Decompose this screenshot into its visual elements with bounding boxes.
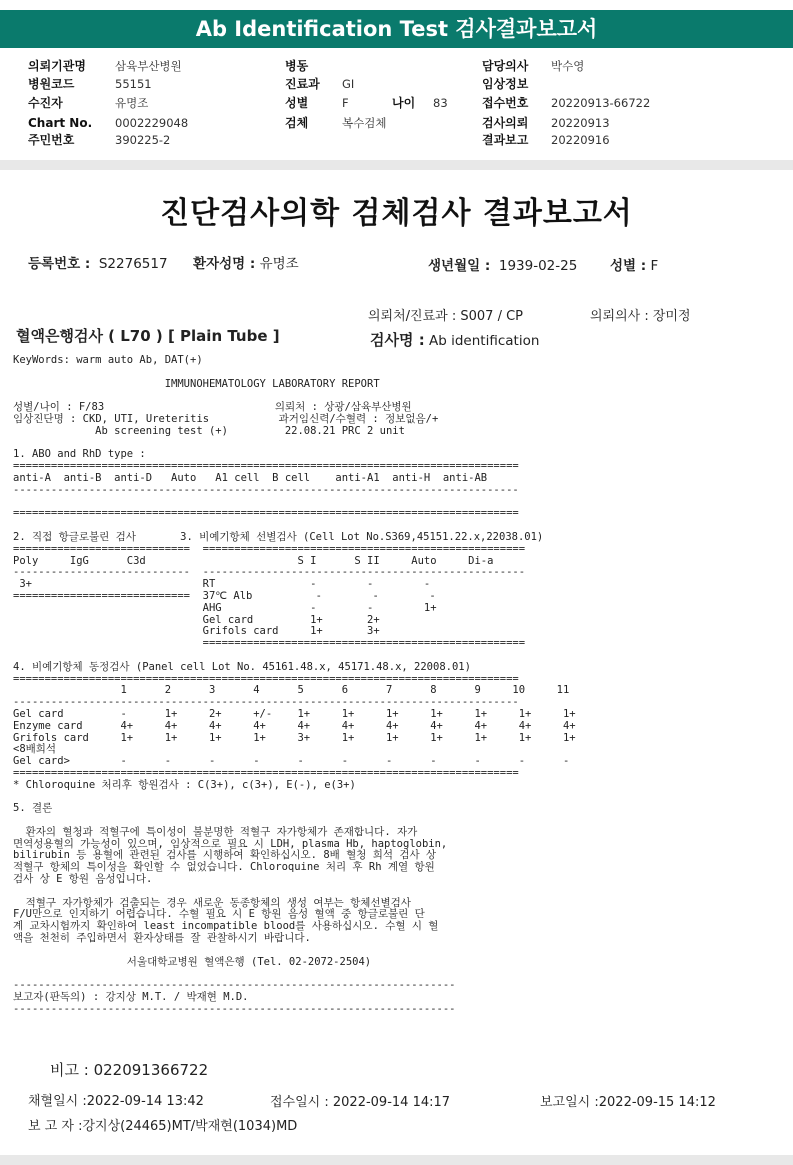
report-line: [13, 945, 576, 957]
header-label: 임상정보: [482, 77, 529, 91]
patient-value: 유명조: [115, 96, 149, 110]
report-line: 서울대학교병원 혈액은행 (Tel. 02-2072-2504): [13, 955, 372, 968]
header-value: [342, 116, 386, 130]
header-row: [482, 77, 528, 91]
sex-value: F: [342, 96, 349, 110]
header-row: [285, 96, 308, 110]
header-label: 수진자: [28, 96, 63, 110]
report-banner: Ab Identification Test 검사결과보고서: [0, 10, 793, 48]
test-name-value: Ab identification: [429, 333, 540, 349]
header-row: [28, 116, 92, 130]
header-value: [551, 96, 650, 110]
report-line: 적혈구 항체의 특이성을 확인할 수 없었습니다. Chloroquine 처리 후 Rh 계열 항원: [13, 861, 435, 874]
header-label: 검체: [285, 116, 309, 130]
report-line: [13, 367, 576, 379]
patient-name: [193, 252, 299, 272]
report-line: F/U만으로 인지하기 어렵습니다. 수혈 필요 시 E 항원 음성 혈액 중 항글로불린 단: [13, 908, 425, 921]
header-row: [28, 133, 74, 147]
report-line: 환자의 혈청과 적혈구에 특이성이 불분명한 적혈구 자가항체가 존재합니다. 자가: [13, 825, 418, 838]
report-line: --------------------------------------------------------------------------------: [13, 483, 519, 496]
header-value: [342, 77, 354, 91]
report-line: ================================================================================: [13, 672, 519, 685]
reported-time: [540, 1091, 716, 1110]
lab-report-text: [13, 355, 576, 1016]
header-value: [342, 96, 349, 110]
received-value: 2022-09-14 14:17: [332, 1095, 451, 1110]
header-row: [285, 59, 308, 73]
header-row: [28, 59, 86, 73]
header-row: [285, 116, 308, 130]
received-time: [270, 1091, 450, 1110]
hospital-code-value: 55151: [115, 77, 152, 91]
collected-label: 채혈일시 :: [28, 1094, 87, 1109]
header-value: [115, 96, 148, 110]
report-line: 성별/나이 : F/83 의뢰처 : 상광/삼육부산병원: [13, 401, 412, 414]
page-title: 진단검사의학 검체검사 결과보고서: [160, 196, 633, 231]
note-value: 022091366722: [93, 1061, 209, 1079]
note: [50, 1059, 208, 1080]
header-row: [482, 59, 528, 73]
report-line: 액을 천천히 주입하면서 환자상태를 잘 관찰하시기 바랍니다.: [13, 932, 311, 945]
report-line: KeyWords: warm auto Ab, DAT(+): [13, 354, 203, 366]
test-name: [370, 329, 539, 350]
test-name-label: 검사명 :: [370, 331, 425, 349]
birth-date: [428, 254, 577, 274]
report-line: ================================================================================: [13, 766, 519, 779]
header-row: [285, 77, 320, 91]
header-label: 성별: [285, 96, 309, 110]
header-value: [551, 116, 610, 130]
report-line: 계 교차시험까지 확인하여 least incompatible blood를 사용하십시오. 수혈 시 혈: [13, 920, 439, 933]
report-line: bilirubin 등 용혈에 관련된 검사를 시행하여 확인하십시오. 8배 혈청 희석 검사 상: [13, 849, 437, 862]
reported-label: 보고일시 :: [540, 1095, 599, 1110]
header-label: 결과보고: [482, 133, 529, 147]
department-value: GI: [342, 77, 355, 91]
report-line: 면역성용혈의 가능성이 있으며, 임상적으로 필요 시 LDH, plasma Hb, haptoglobin,: [13, 837, 448, 850]
collected-value: 2022-09-14 13:42: [86, 1094, 204, 1109]
report-line: [13, 791, 576, 803]
header-value: [551, 59, 584, 73]
report-line: 4. 비예기항체 동정검사 (Panel cell Lot No. 45161.48.x, 45171.48.x, 22008.01): [13, 660, 471, 673]
header-label: 병동: [285, 59, 309, 73]
report-line: anti-A anti-B anti-D Auto A1 cell B cell anti-A1 anti-H anti-AB: [13, 471, 488, 484]
header-label: 주민번호: [28, 133, 75, 147]
report-line: ---------------------------- ---------------------------------------------------: [13, 566, 526, 579]
report-line: 검사 상 E 항원 음성입니다.: [13, 873, 153, 886]
age-label: 나이: [392, 96, 416, 110]
report-line: 3+ RT - - -: [13, 578, 431, 591]
birth-date-label: 생년월일 :: [428, 258, 491, 274]
patient-name-value: 유명조: [259, 256, 299, 272]
header-row: [482, 96, 528, 110]
chart-no-value: 0002229048: [115, 116, 189, 130]
report-line: 5. 결론: [13, 802, 53, 815]
report-line: <8배희석: [13, 743, 57, 756]
header-label: 의뢰기관명: [28, 59, 86, 73]
report-line: Gel card - 1+ 2+ +/- 1+ 1+ 1+ 1+ 1+ 1+ 1+: [13, 707, 576, 720]
header-row: [28, 96, 63, 110]
report-date-value: 20220916: [551, 133, 610, 147]
header-value: [115, 133, 170, 147]
dept-info: 의뢰처/진료과 : S007 / CP: [368, 309, 523, 324]
registration-no: [28, 252, 168, 272]
section-divider: [0, 160, 793, 170]
header-label: 진료과: [285, 77, 320, 91]
report-line: 2. 직접 항글로불린 검사 3. 비예기항체 선별검사 (Cell Lot No.S369,45151.22.x,22038.01): [13, 530, 544, 543]
report-line: ----------------------------------------------------------------------: [13, 979, 456, 992]
sex-report-value: F: [650, 258, 659, 274]
report-line: IMMUNOHEMATOLOGY LABORATORY REPORT: [13, 377, 380, 390]
header-label: Chart No.: [28, 116, 93, 130]
report-line: AHG - - 1+: [13, 601, 437, 614]
report-line: ================================================================================: [13, 460, 519, 473]
report-line: Poly IgG C3d S I S II Auto Di-a: [13, 554, 494, 567]
note-label: 비고 :: [50, 1061, 89, 1079]
received-label: 접수일시 :: [270, 1095, 329, 1110]
bottom-divider: [0, 1155, 793, 1165]
registration-label: 등록번호 :: [28, 256, 91, 272]
report-line: 1. ABO and RhD type :: [13, 448, 146, 461]
header-row: [28, 77, 74, 91]
age-value: 83: [433, 96, 448, 110]
header-label: 담당의사: [482, 59, 529, 73]
receipt-no-value: 20220913-66722: [551, 96, 651, 110]
specimen-value: 복수검체: [342, 116, 387, 130]
reporter-label: 보 고 자 :: [28, 1119, 83, 1134]
report-line: ================================================================================: [13, 507, 519, 520]
test-group: 혈액은행검사 ( L70 ) [ Plain Tube ]: [16, 327, 280, 345]
report-line: [13, 886, 576, 898]
report-line: Enzyme card 4+ 4+ 4+ 4+ 4+ 4+ 4+ 4+ 4+ 4+ 4+: [13, 719, 576, 732]
report-line: --------------------------------------------------------------------------------: [13, 696, 519, 709]
registration-value: S2276517: [98, 256, 168, 272]
header-row: [482, 116, 528, 130]
reporter: [28, 1115, 297, 1134]
institution-value: 삼육부산병원: [115, 59, 182, 73]
report-line: ============================ ===================================================: [13, 542, 526, 555]
header-label: 검사의뢰: [482, 116, 529, 130]
header-row: [392, 96, 415, 110]
report-line: ----------------------------------------------------------------------: [13, 1002, 456, 1015]
report-line: 보고자(판독의) : 강지상 M.T. / 박재현 M.D.: [13, 991, 249, 1004]
report-line: Grifols card 1+ 1+ 1+ 1+ 3+ 1+ 1+ 1+ 1+ 1+ 1+: [13, 731, 576, 744]
patient-name-label: 환자성명 :: [193, 256, 256, 272]
resident-no-value: 390225-2: [115, 133, 171, 147]
reporter-value: 강지상(24465)MT/박재현(1034)MD: [82, 1119, 298, 1134]
report-line: 적혈구 자가항체가 검출되는 경우 새로운 동종항체의 생성 여부는 항체선별검사: [13, 896, 411, 909]
report-line: ===================================================: [13, 637, 526, 650]
header-label: 접수번호: [482, 96, 529, 110]
collected-time: [28, 1090, 204, 1109]
header-value: [115, 59, 182, 73]
header-row: [482, 133, 528, 147]
reported-value: 2022-09-15 14:12: [598, 1095, 716, 1110]
header-label: 병원코드: [28, 77, 75, 91]
sex: [610, 254, 658, 274]
report-line: Gel card 1+ 2+: [13, 613, 380, 626]
header-value: [433, 96, 448, 110]
report-line: * Chloroquine 처리후 항원검사 : C(3+), c(3+), E(-), e(3+): [13, 778, 356, 791]
report-line: Gel card> - - - - - - - - - - -: [13, 755, 570, 768]
report-line: 1 2 3 4 5 6 7 8 9 10 11: [13, 684, 570, 697]
report-line: ============================ 37℃ Alb - - -: [13, 589, 436, 602]
header-value: [551, 133, 610, 147]
sex-label: 성별 :: [610, 258, 647, 274]
report-line: 임상진단명 : CKD, UTI, Ureteritis 과거임신력/수혈력 : 정보없음/+: [13, 412, 439, 425]
header-value: [115, 77, 152, 91]
report-line: [13, 650, 576, 662]
birth-date-value: 1939-02-25: [498, 258, 578, 274]
requesting-doctor: 의뢰의사 : 장미정: [590, 309, 691, 324]
header-value: [115, 116, 188, 130]
request-date-value: 20220913: [551, 116, 610, 130]
report-line: Grifols card 1+ 3+: [13, 625, 380, 638]
doctor-value: 박수영: [551, 59, 585, 73]
report-line: Ab screening test (+) 22.08.21 PRC 2 unit: [13, 424, 405, 437]
